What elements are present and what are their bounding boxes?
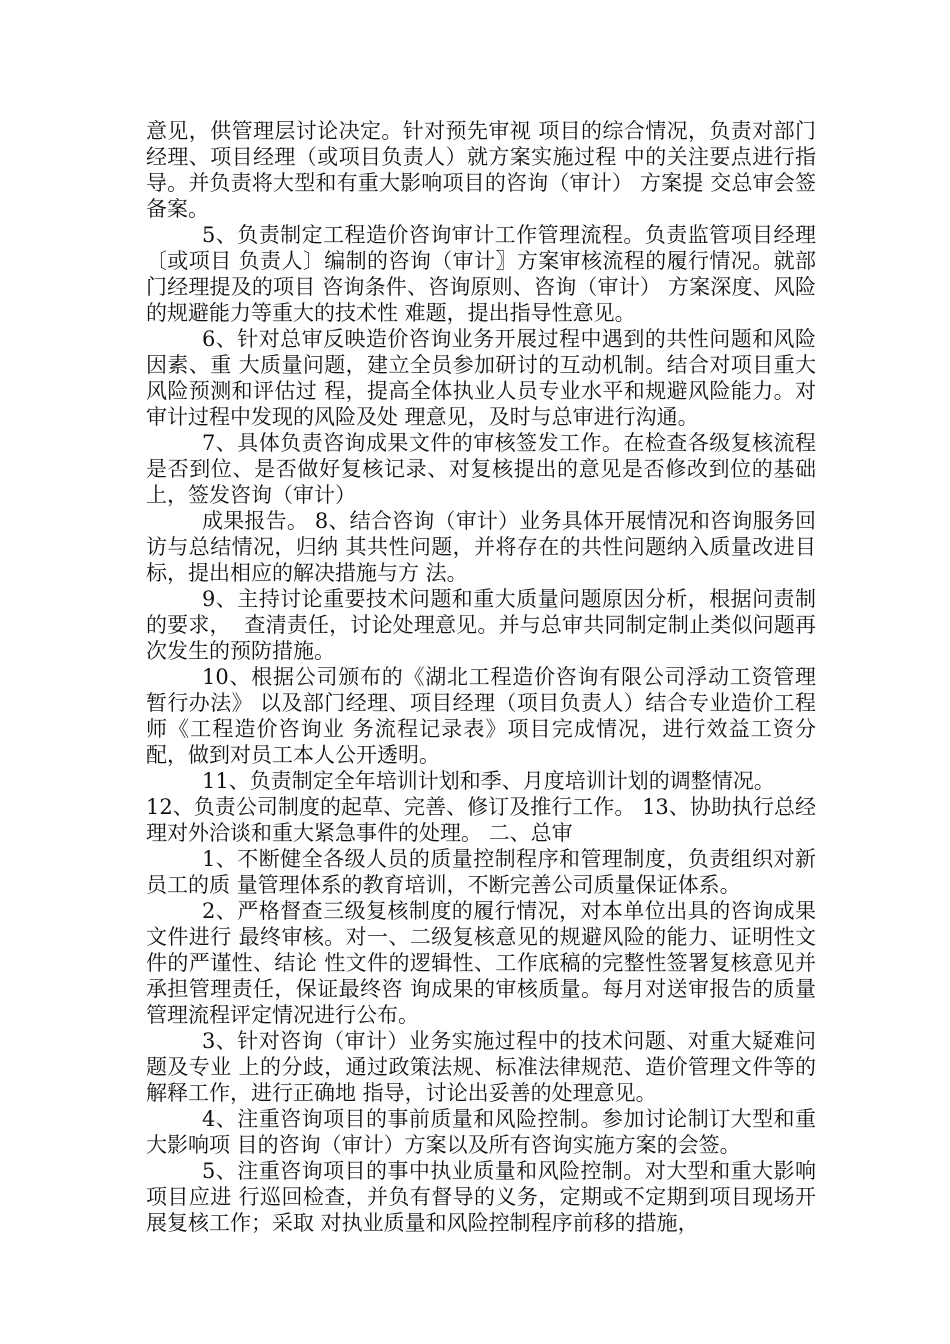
paragraph-12: 3、针对咨询（审计）业务实施过程中的技术问题、对重大疑难问题及专业 上的分歧，通过政策法规、标准法律规范、造价管理文件等的解释工作，进行正确地 指导，讨论出妥善的处理意见。 xyxy=(146,1029,816,1105)
paragraph-5: 成果报告。 8、结合咨询（审计）业务具体开展情况和咨询服务回访与总结情况，归纳 其共性问题，并将存在的共性问题纳入质量改进目标，提出相应的解决措施与方 法。 xyxy=(146,509,816,585)
paragraph-4: 7、具体负责咨询成果文件的审核签发工作。在检查各级复核流程是否到位、是否做好复核记录、对复核提出的意见是否修改到位的基础上，签发咨询（审计） xyxy=(146,431,816,507)
document-body xyxy=(146,118,816,1236)
paragraph-1: 意见，供管理层讨论决定。针对预先审视 项目的综合情况，负责对部门经理、项目经理（或项目负责人）就方案实施过程 中的关注要点进行指导。并负责将大型和有重大影响项目的咨询（审计） 方案提 交总审会签备案。 xyxy=(146,119,816,221)
paragraph-8: 11、负责制定全年培训计划和季、月度培训计划的调整情况。 xyxy=(202,769,775,793)
paragraph-13: 4、注重咨询项目的事前质量和风险控制。参加讨论制订大型和重大影响项 目的咨询（审计）方案以及所有咨询实施方案的会签。 xyxy=(146,1107,816,1157)
paragraph-6: 9、主持讨论重要技术问题和重大质量问题原因分析，根据问责制的要求， 查清责任，讨论处理意见。并与总审共同制定制止类似问题再次发生的预防措施。 xyxy=(146,587,816,663)
paragraph-10: 1、不断健全各级人员的质量控制程序和管理制度，负责组织对新员工的质 量管理体系的教育培训，不断完善公司质量保证体系。 xyxy=(146,847,816,897)
paragraph-14: 5、注重咨询项目的事中执业质量和风险控制。对大型和重大影响项目应进 行巡回检查，并负有督导的义务，定期或不定期到项目现场开展复核工作；采取 对执业质量和风险控制程序前移的措施， xyxy=(146,1159,816,1235)
paragraph-9: 12、负责公司制度的起草、完善、修订及推行工作。 13、协助执行总经理对外洽谈和重大紧急事件的处理。 二、总审 xyxy=(146,795,816,845)
paragraph-11: 2、严格督查三级复核制度的履行情况，对本单位出具的咨询成果文件进行 最终审核。对一、二级复核意见的规避风险的能力、证明性文件的严谨性、结论 性文件的逻辑性、工作底稿的完整性签署复核意见并承担管理责任，保证最终咨 询成果的审核质量。每月对送审报告的质量管理流程评定情况进行公布。 xyxy=(146,899,816,1027)
paragraph-7: 10、根据公司颁布的《湖北工程造价咨询有限公司浮动工资管理暂行办法》 以及部门经理、项目经理（项目负责人）结合专业造价工程师《工程造价咨询业 务流程记录表》项目完成情况，进行效益工资分配，做到对员工本人公开透明。 xyxy=(146,665,816,767)
paragraph-2: 5、负责制定工程造价咨询审计工作管理流程。负责监管项目经理〔或项目 负责人〕编制的咨询（审计〗方案审核流程的履行情况。就部门经理提及的项目 咨询条件、咨询原则、咨询（审计） 方案深度、风险的规避能力等重大的技术性 难题，提出指导性意见。 xyxy=(146,223,816,325)
paragraph-3: 6、针对总审反映造价咨询业务开展过程中遇到的共性问题和风险因素、重 大质量问题，建立全员参加研讨的互动机制。结合对项目重大风险预测和评估过 程，提高全体执业人员专业水平和规避风险能力。对审计过程中发现的风险及处 理意见，及时与总审进行沟通。 xyxy=(146,327,816,429)
